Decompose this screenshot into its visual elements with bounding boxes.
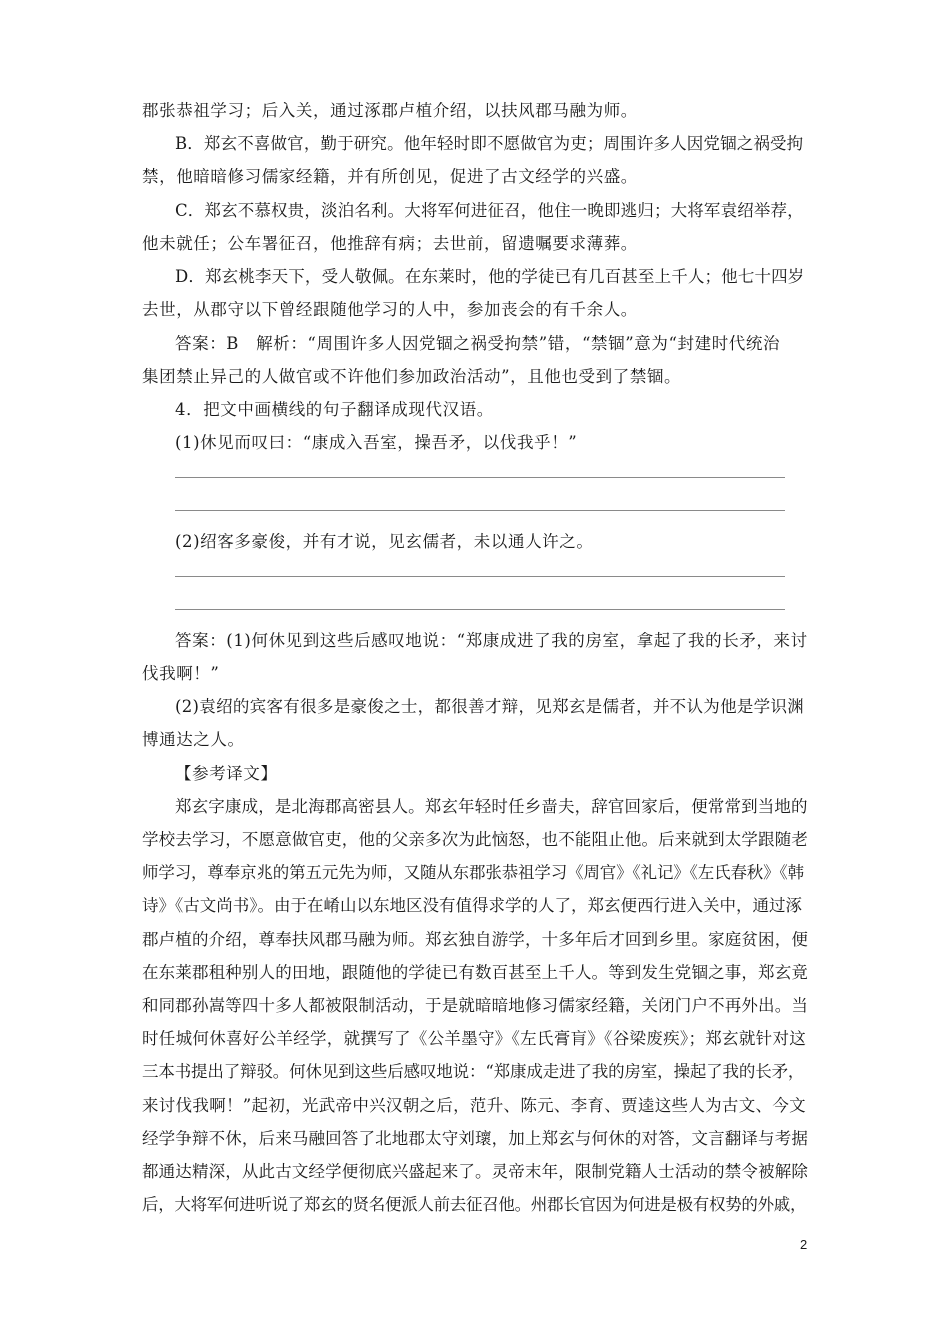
option-b-line: B．郑玄不喜做官，勤于研究。他年轻时即不愿做官为吏；周围许多人因党锢之祸受拘 — [175, 134, 804, 153]
translation-line: 时任城何休喜好公羊经学，就撰写了《公羊墨守》《左氏膏肓》《谷梁废疾》；郑玄就针对这 — [142, 1029, 807, 1048]
option-d-line: D．郑玄桃李天下，受人敬佩。在东莱时，他的学徒已有几百甚至上千人；他七十四岁 — [175, 267, 805, 286]
page-number: 2 — [800, 1237, 808, 1252]
text-line: 集团禁止异己的人做官或不许他们参加政治活动”，且他也受到了禁锢。 — [142, 367, 682, 386]
option-c-line: C．郑玄不慕权贵，淡泊名利。大将军何进征召，他住一晚即逃归；大将军袁绍举荐， — [175, 201, 804, 220]
answer-line: 答案：(1)何休见到这些后感叹地说：“郑康成进了我的房室，拿起了我的长矛，来讨 — [175, 631, 808, 650]
answer-blank-line — [175, 477, 785, 478]
text-line: 博通达之人。 — [142, 730, 245, 749]
section-heading: 【参考译文】 — [175, 764, 278, 783]
sentence-1-prompt: (1)休见而叹曰：“康成入吾室，操吾矛，以伐我乎！” — [175, 433, 578, 452]
translation-line: 三本书提出了辩驳。何休见到这些后感叹地说：“郑康成走进了我的房室，操起了我的长矛， — [142, 1062, 805, 1081]
translation-line: 后，大将军何进听说了郑玄的贤名便派人前去征召他。州郡长官因为何进是极有权势的外戚， — [142, 1195, 807, 1214]
translation-line: 和同郡孙嵩等四十多人都被限制活动，于是就暗暗地修习儒家经籍，关闭门户不再外出。当 — [142, 996, 808, 1015]
answer-line: 答案：B 解析：“周围许多人因党锢之祸受拘禁”错，“禁锢”意为“封建时代统治 — [175, 334, 781, 353]
translation-line: 学校去学习，不愿意做官吏，他的父亲多次为此恼怒，也不能阻止他。后来就到太学跟随老 — [142, 830, 808, 849]
text-line: 禁，他暗暗修习儒家经籍，并有所创见，促进了古文经学的兴盛。 — [142, 167, 638, 186]
answer-blank-line — [175, 510, 785, 511]
translation-line: 郑玄字康成，是北海郡高密县人。郑玄年轻时任乡啬夫，辞官回家后，便常常到当地的 — [175, 797, 808, 816]
text-line: 伐我啊！” — [142, 664, 220, 683]
answer-line: (2)袁绍的宾客有很多是豪俊之士，都很善才辩，见郑玄是儒者，并不认为他是学识渊 — [175, 697, 805, 716]
answer-blank-line — [175, 609, 785, 610]
text-line: 郡张恭祖学习；后入关，通过涿郡卢植介绍，以扶风郡马融为师。 — [142, 101, 638, 120]
answer-blank-line — [175, 576, 785, 577]
translation-line: 都通达精深，从此古文经学便彻底兴盛起来了。灵帝末年，限制党籍人士活动的禁令被解除 — [142, 1162, 808, 1181]
text-line: 去世，从郡守以下曾经跟随他学习的人中，参加丧会的有千余人。 — [142, 300, 638, 319]
translation-line: 在东莱郡租种别人的田地，跟随他的学徒已有数百甚至上千人。等到发生党锢之事，郑玄竟 — [142, 963, 808, 982]
text-line: 他未就任；公车署征召，他推辞有病；去世前，留遗嘱要求薄葬。 — [142, 234, 638, 253]
translation-line: 诗》《古文尚书》。由于在崤山以东地区没有值得求学的人了，郑玄便西行进入关中，通过涿 — [142, 896, 802, 915]
translation-line: 来讨伐我啊！”起初，光武帝中兴汉朝之后，范升、陈元、李育、贾逵这些人为古文、今文 — [142, 1096, 806, 1115]
translation-line: 郡卢植的介绍，尊奉扶风郡马融为师。郑玄独自游学，十多年后才回到乡里。家庭贫困，便 — [142, 930, 808, 949]
question-4-heading: 4．把文中画横线的句子翻译成现代汉语。 — [175, 400, 494, 419]
translation-line: 经学争辩不休，后来马融回答了北地郡太守刘瓌，加上郑玄与何休的对答，文言翻译与考据 — [142, 1129, 808, 1148]
sentence-2-prompt: (2)绍客多豪俊，并有才说，见玄儒者，未以通人许之。 — [175, 532, 594, 551]
translation-line: 师学习，尊奉京兆的第五元先为师，又随从东郡张恭祖学习《周官》《礼记》《左氏春秋》《韩 — [142, 863, 804, 882]
